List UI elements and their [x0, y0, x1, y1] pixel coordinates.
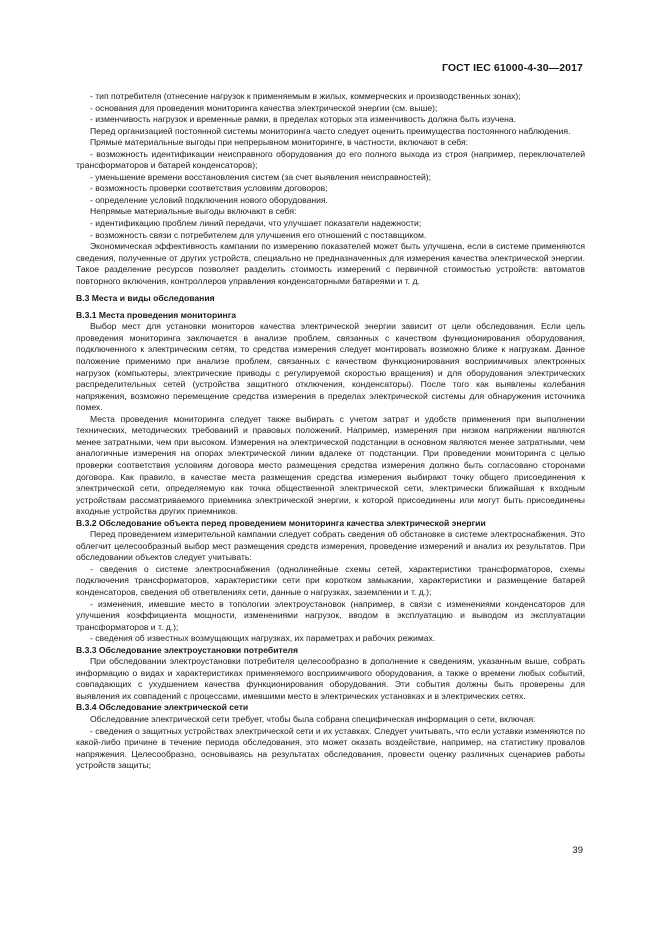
subsection-heading-b32: В.3.2 Обследование объекта перед проведением мониторинга качества электрической энергии [76, 517, 486, 528]
paragraph: - изменчивость нагрузок и временные рамки, в пределах которых эта изменчивость должна быть изучена. [90, 114, 517, 125]
paragraph: Прямые материальные выгоды при непрерывном мониторинге, в частности, включают в себя: [90, 137, 469, 148]
paragraph: - сведения о защитных устройствах электрической сети и их уставках. Следует учитывать, что если уставки изменяются по какой-либо причине в течение периода обследования, это может оказать воздействие, например, на статистику провалов напряжения. Целесообразно, основываясь на результатах обследования, провести оценку различных сценариев работы устройств защиты; [76, 725, 585, 771]
document-body [76, 91, 585, 772]
paragraph: - определение условий подключения нового оборудования. [90, 194, 328, 205]
paragraph: - изменения, имевшие место в топологии электроустановок (например, в связи с изменениями конденсаторов для улучшения коэффициента мощности, изменениями нагрузок, вводом в эксплуатацию и выводом из эксплуатации трансформаторов и т. д.); [76, 598, 585, 632]
paragraph: - возможность проверки соответствия условиям договоров; [90, 183, 328, 194]
subsection-heading-b34: В.3.4 Обследование электрической сети [76, 702, 249, 713]
page-number: 39 [572, 845, 583, 856]
paragraph: Непрямые материальные выгоды включают в себя: [90, 206, 297, 217]
paragraph: - возможность связи с потребителем для улучшения его отношений с поставщиком. [90, 229, 427, 240]
paragraph: - возможность идентификации неисправного оборудования до его полного выхода из строя (например, переключателей трансформаторов и батарей конденсаторов); [76, 148, 585, 171]
paragraph: При обследовании электроустановки потребителя целесообразно в дополнение к сведениям, указанным выше, собрать информацию о видах и характеристиках применяемого восприимчивого оборудования, а также о времени любых событий, совпадающих с ухудшением качества функционирования оборудования. Эти события должны быть проверены для выявления их совпадений с процессами, имевшими место в электрических установках и в электрических сетях. [76, 656, 585, 701]
subsection-heading-b33: В.3.3 Обследование электроустановки потребителя [76, 644, 298, 655]
paragraph: Перед проведением измерительной кампании следует собрать сведения об обстановке в системе электроснабжения. Это облегчит целесообразный выбор мест размещения средств измерения, проведение измерений и анализ их результатов. При обследовании объектов следует учитывать: [76, 529, 585, 563]
paragraph: - идентификацию проблем линий передачи, что улучшает показатели надежности; [90, 218, 422, 229]
paragraph: - уменьшение времени восстановления систем (за счет выявления неисправностей); [90, 171, 432, 182]
paragraph: Выбор мест для установки мониторов качества электрической энергии зависит от цели обследования. Если цель проведения мониторинга заключается в анализе проблем, связанных с качеством функционирования оборудования, подключенного к электрическим сетям, то средства измерения следует монтировать возможно ближе к нагрузкам. Данное положение применимо при анализе проблем, связанных с качеством функционирования восприимчивых электронных нагрузок (компьютеры, электрические приводы с регулируемой скоростью вращения) и для оборудования электрических распределительных сетей (устройства защитного отключения, конденсаторы). После того как выявлены колебания напряжения, возможно перемещение средства измерения в пределах электрической системы для обнаружения источника помех. [76, 321, 585, 413]
document-header-title: ГОСТ IEC 61000-4-30—2017 [441, 62, 583, 74]
paragraph: - основания для проведения мониторинга качества электрической энергии (см. выше); [90, 102, 438, 113]
paragraph: Перед организацией постоянной системы мониторинга часто следует оценить преимущества постоянного наблюдения. [90, 125, 571, 136]
paragraph: Обследование электрической сети требует, чтобы была собрана специфическая информация о сети, включая: [90, 713, 536, 724]
paragraph: Места проведения мониторинга следует также выбирать с учетом затрат и удобств применения при выполнении технических, методических требований и правовых положений. Например, измерения при низком напряжении являются менее затратными, чем при высоком. Измерения на электрической подстанции в основном являются менее затратными, чем аналогичные измерения на опорах электрической линии вдалеке от подстанции. При проведении мониторинга с целью проверки соответствия условиям договора место размещения средства измерения должно быть согласовано сторонами договора. Как правило, в качестве места размещения средства измерения выбирают точку общего присоединения к электрической сети, определяемую как точка общественной электрической сети, электрически ближайшая к входным устройствам рассматриваемого приемника электрической энергии, к которой присоединены или могут быть присоединены входные устройства других приемников. [76, 413, 585, 517]
paragraph: Экономическая эффективность кампании по измерению показателей может быть улучшена, если в системе применяются сведения, полученные от других устройств, специально не предназначенных для измерения качества электрической энергии. Такое разделение ресурсов позволяет разделить стоимость измерений с первичной стоимостью устройств: автоматов повторного включения, контроллеров управления конденсаторными батареями и т. д. [76, 241, 585, 286]
subsection-heading-b31: В.3.1 Места проведения мониторинга [76, 309, 237, 320]
paragraph: - сведения о системе электроснабжения (однолинейные схемы сетей, характеристики трансформаторов, схемы подключения трансформаторов, характеристики сети при коротком замыкании, характеристики и размещение батарей конденсаторов, сведения об ответвлениях сети, данные о нагрузках, заземлении и т. д.); [76, 563, 585, 597]
paragraph: - тип потребителя (отнесение нагрузок к применяемым в жилых, коммерческих и производственных зонах); [90, 91, 521, 101]
paragraph: - сведения об известных возмущающих нагрузках, их параметрах и рабочих режимах. [90, 633, 436, 644]
section-heading-b3: В.3 Места и виды обследования [76, 293, 215, 304]
